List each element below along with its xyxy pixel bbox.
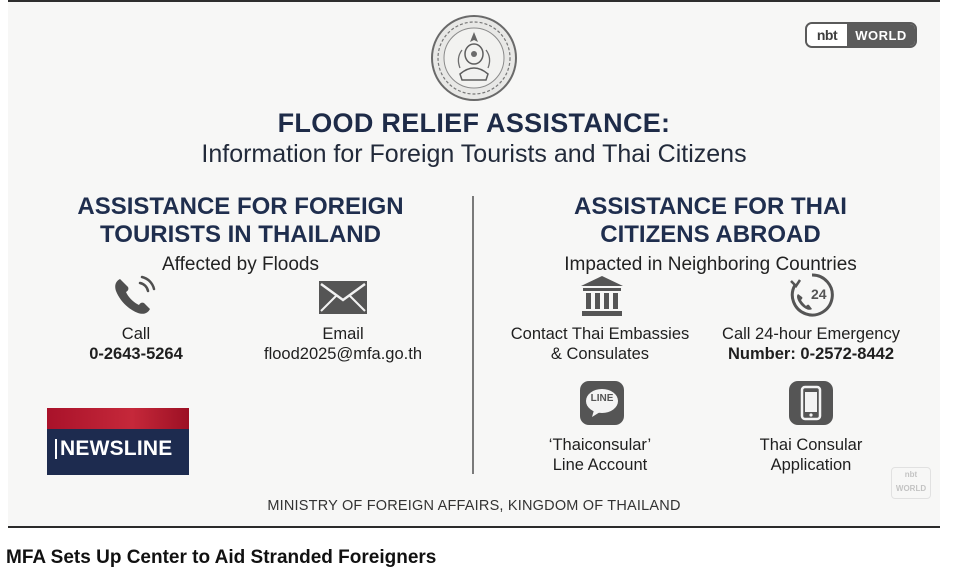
- email-icon: [318, 280, 368, 315]
- emergency-number: Number: 0-2572-8442: [728, 345, 894, 363]
- line-item-label: [520, 435, 680, 475]
- frame-top-border: [8, 0, 940, 2]
- infographic-subtitle: Information for Foreign Tourists and Thai Citizens: [201, 140, 747, 168]
- smartphone-glyph: [789, 381, 833, 425]
- embassy-icon: [580, 275, 624, 317]
- video-frame: [8, 0, 940, 528]
- email-address: flood2025@mfa.go.th: [263, 345, 423, 363]
- phone-24-icon: [789, 272, 835, 318]
- embassy-label-line1: Contact Thai Embassies: [510, 325, 690, 343]
- line-icon-text: LINE: [590, 393, 614, 404]
- app-label-line1: Thai Consular: [759, 436, 863, 454]
- emergency-item-label: [710, 324, 912, 364]
- channel-watermark: nbt WORLD: [891, 467, 931, 499]
- emergency-label-line1: Call 24-hour Emergency: [722, 325, 900, 343]
- newsline-divider-bar: [55, 439, 57, 459]
- ministry-seal-emblem: [430, 14, 518, 102]
- app-label-line2: Application: [770, 456, 852, 474]
- news-headline: MFA Sets Up Center to Aid Stranded Foreigners: [6, 547, 437, 568]
- left-column-heading: [48, 193, 433, 249]
- left-heading-line2: TOURISTS IN THAILAND: [100, 221, 381, 248]
- smartphone-icon: [789, 381, 833, 425]
- newsline-red-band: [47, 408, 189, 429]
- call-item-label: [56, 324, 216, 364]
- line-label-line2: Line Account: [552, 456, 648, 474]
- phone-icon: [112, 275, 158, 317]
- app-item-label: [731, 435, 891, 475]
- emergency-24-text: 24: [811, 286, 827, 302]
- left-column-subheading: Affected by Floods: [161, 254, 320, 275]
- infographic-footer: MINISTRY OF FOREIGN AFFAIRS, KINGDOM OF THAILAND: [267, 498, 681, 514]
- right-column-subheading: Impacted in Neighboring Countries: [564, 254, 857, 275]
- column-divider: [472, 196, 474, 474]
- right-heading-line2: CITIZENS ABROAD: [600, 221, 821, 248]
- left-heading-line1: ASSISTANCE FOR FOREIGN: [77, 193, 404, 220]
- newsline-label: NEWSLINE: [60, 437, 173, 460]
- nbt-logo-right: WORLD: [847, 24, 915, 46]
- right-column-heading: [513, 193, 908, 249]
- line-app-icon: [580, 381, 624, 425]
- infographic-title: FLOOD RELIEF ASSISTANCE:: [277, 108, 671, 138]
- embassy-item-label: [500, 324, 700, 364]
- newsline-badge: [47, 408, 189, 475]
- nbt-logo-left: nbt: [807, 24, 847, 46]
- call-number: 0-2643-5264: [89, 345, 183, 363]
- line-label-line1: ‘Thaiconsular’: [548, 436, 652, 454]
- nbt-world-logo: [805, 22, 917, 48]
- email-label: Email: [322, 325, 364, 343]
- right-heading-line1: ASSISTANCE FOR THAI: [574, 193, 847, 220]
- call-label: Call: [121, 325, 151, 343]
- embassy-label-line2: & Consulates: [550, 345, 650, 363]
- email-item-label: [248, 324, 438, 364]
